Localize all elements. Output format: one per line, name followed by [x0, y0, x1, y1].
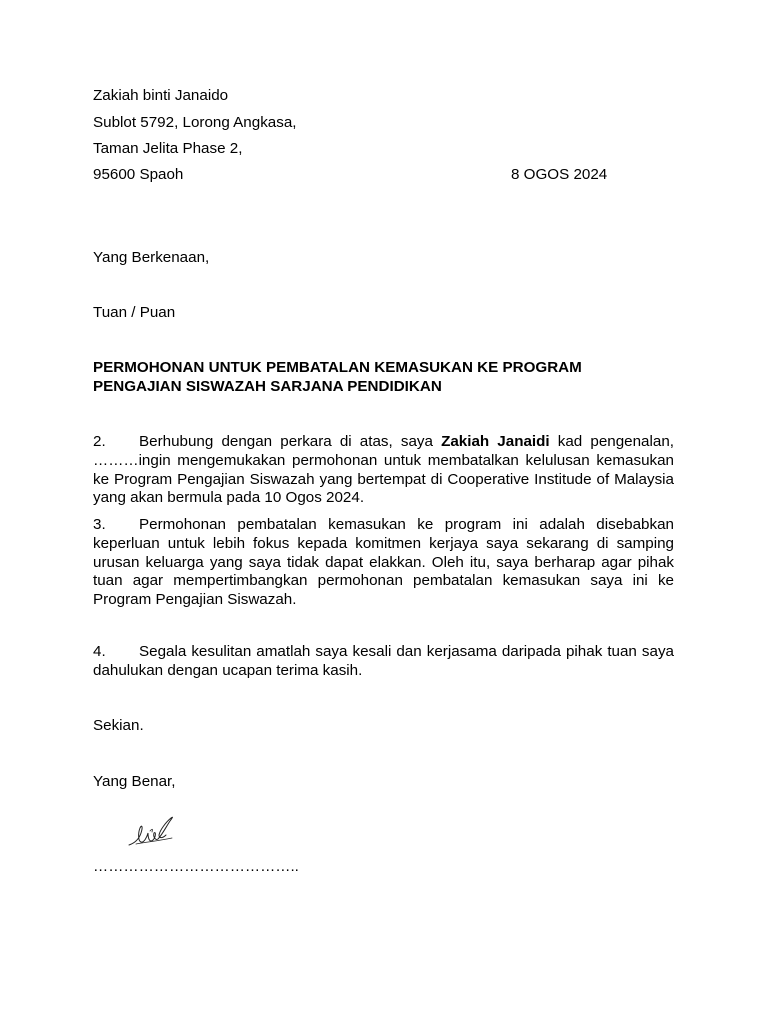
- paragraph-3-number: 3.: [93, 516, 106, 533]
- paragraph-2: [93, 433, 674, 508]
- subject-line2: PENGAJIAN SISWAZAH SARJANA PENDIDIKAN: [93, 377, 442, 395]
- signature-icon: [126, 811, 180, 851]
- subject-line1: PERMOHONAN UNTUK PEMBATALAN KEMASUKAN KE PROGRAM: [93, 359, 582, 376]
- paragraph-4: [93, 643, 674, 681]
- sender-address-line2: Taman Jelita Phase 2,: [93, 140, 243, 157]
- paragraph-3: [93, 516, 674, 610]
- paragraph-2-text-after: kad pengenalan, ………ingin mengemukakan permohonan untuk membatalkan kelulusan kemasukan ke Program Pengajian Siswazah yang bertempat di Cooperative Institude of Malaysia yang akan bermula pada 10 Ogos 2024.: [93, 433, 674, 507]
- addressee: Tuan / Puan: [93, 304, 176, 321]
- sender-address-line1: Sublot 5792, Lorong Angkasa,: [93, 114, 297, 131]
- closing: Sekian.: [93, 717, 144, 734]
- sender-address-line3: 95600 Spaoh: [93, 166, 184, 183]
- letter-subject: [93, 359, 582, 397]
- applicant-name: Zakiah Janaidi: [441, 433, 550, 450]
- paragraph-4-number: 4.: [93, 643, 106, 660]
- paragraph-4-text: Segala kesulitan amatlah saya kesali dan kerjasama daripada pihak tuan saya dahulukan dengan ucapan terima kasih.: [93, 643, 674, 679]
- paragraph-3-text: Permohonan pembatalan kemasukan ke program ini adalah disebabkan keperluan untuk lebih fokus kepada komitmen kerjaya saya sekarang di samping urusan keluarga yang saya tidak dapat elakkan. Oleh itu, saya berharap agar pihak tuan agar mempertimbangkan permohonan pembatalan kemasukan saya ini ke Program Pengajian Siswazah.: [93, 516, 674, 609]
- salutation: Yang Berkenaan,: [93, 249, 210, 266]
- paragraph-2-number: 2.: [93, 433, 106, 450]
- paragraph-2-text-before: Berhubung dengan perkara di atas, saya: [139, 433, 442, 450]
- sender-name: Zakiah binti Janaido: [93, 87, 229, 104]
- signoff: Yang Benar,: [93, 773, 176, 790]
- letter-date: 8 OGOS 2024: [511, 166, 608, 183]
- signature-line: …………………………………..: [93, 858, 299, 875]
